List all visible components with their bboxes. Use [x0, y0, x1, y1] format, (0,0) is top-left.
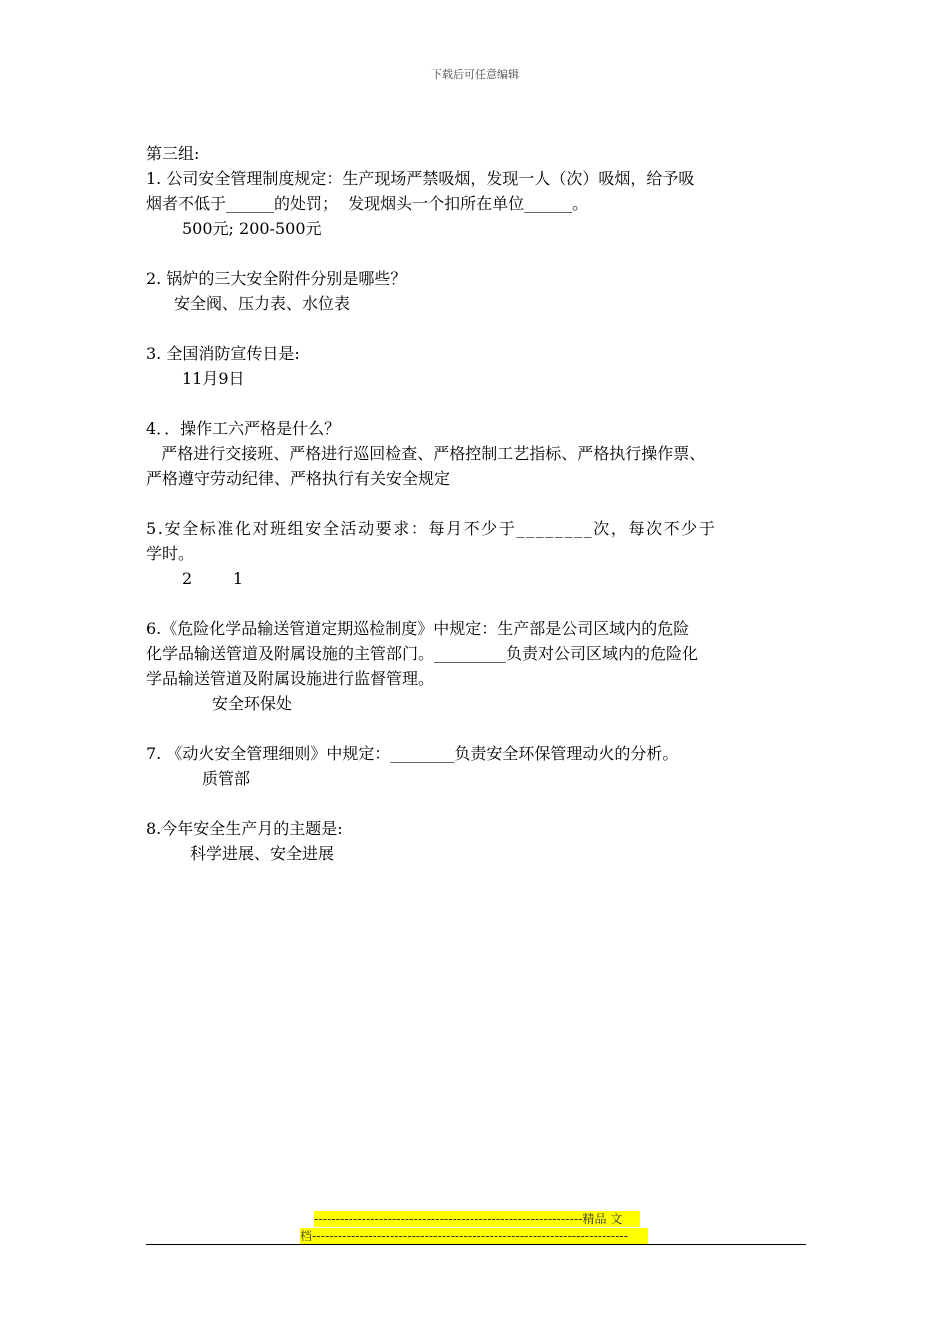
question-2: [146, 266, 810, 316]
question-text: 学品输送管道及附属设施进行监督管理。: [146, 669, 435, 688]
footer-rule: [146, 1244, 806, 1245]
answer-text: 11月9日: [182, 369, 245, 388]
question-text: 4．．操作工六严格是什么？: [146, 419, 341, 438]
answer-text: 500元; 200-500元: [182, 219, 322, 238]
question-5: [146, 516, 810, 591]
question-3: [146, 341, 810, 391]
question-text: 8.今年安全生产月的主题是:: [146, 819, 343, 838]
question-text: 1. 公司安全管理制度规定：生产现场严禁吸烟，发现一人（次）吸烟，给予吸: [146, 169, 695, 188]
question-text: 烟者不低于______的处罚； 发现烟头一个扣所在单位______。: [146, 194, 589, 213]
footer-line-2: 档-------------------------------------------------------------------------: [300, 1228, 648, 1244]
answer-text: 2 1: [182, 569, 244, 588]
question-text: 学时。: [146, 544, 195, 563]
section-title: 第三组:: [146, 144, 200, 163]
question-text: 严格进行交接班、严格进行巡回检查、严格控制工艺指标、严格执行操作票、: [146, 444, 706, 463]
page-header: 下载后可任意编辑: [431, 68, 519, 81]
question-text: 3. 全国消防宣传日是:: [146, 344, 300, 363]
document-body: [146, 141, 810, 866]
question-1: [146, 166, 810, 241]
question-text: 严格遵守劳动纪律、严格执行有关安全规定: [146, 469, 451, 488]
question-8: [146, 816, 810, 866]
question-text: 2. 锅炉的三大安全附件分别是哪些？: [146, 269, 407, 288]
answer-text: 安全阀、压力表、水位表: [174, 294, 351, 313]
footer-line-1: --------------------------------------------------------------精品 文: [314, 1211, 640, 1227]
answer-text: 安全环保处: [212, 694, 293, 713]
question-6: [146, 616, 810, 716]
question-7: [146, 741, 810, 791]
question-4: [146, 416, 810, 491]
answer-text: 科学进展、安全进展: [190, 844, 335, 863]
answer-text: 质管部: [202, 769, 251, 788]
question-text: 6.《危险化学品输送管道定期巡检制度》中规定：生产部是公司区域内的危险: [146, 619, 690, 638]
question-text: 化学品输送管道及附属设施的主管部门。_________负责对公司区域内的危险化: [146, 644, 699, 663]
question-text: 5.安全标准化对班组安全活动要求：每月不少于________次，每次不少于: [146, 519, 717, 538]
question-text: 7. 《动火安全管理细则》中规定：________负责安全环保管理动火的分析。: [146, 744, 679, 763]
